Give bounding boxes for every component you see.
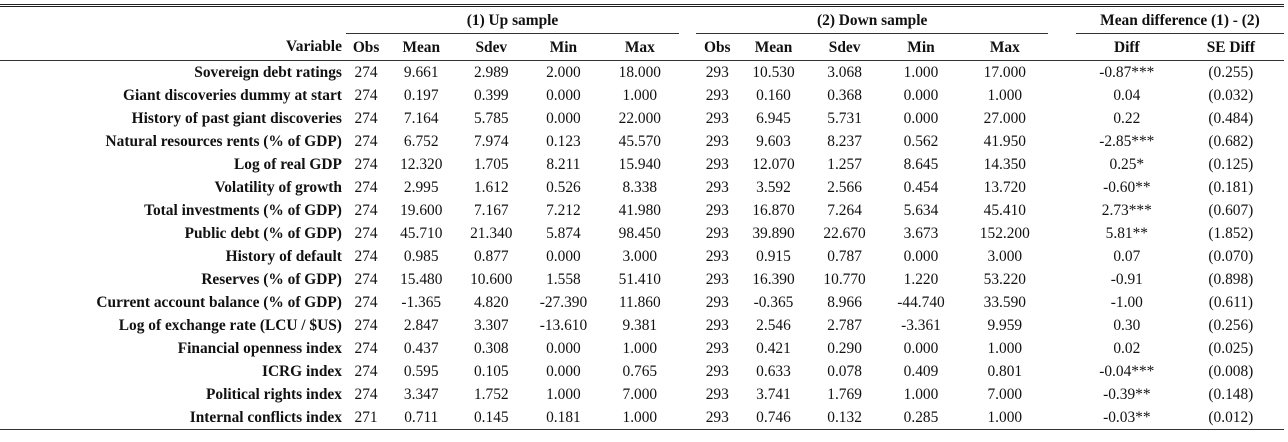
cell-down-obs: 293 [705, 202, 729, 219]
cell-diff: -2.85*** [1099, 133, 1155, 150]
spacer-cell [679, 291, 696, 314]
cell-se-diff: (0.611) [1208, 294, 1254, 311]
cell-down-max: 9.959 [987, 317, 1023, 334]
cell-diff: 0.07 [1113, 248, 1141, 265]
cell-up-sdev: 4.820 [473, 294, 509, 311]
cell-down-sdev: 7.264 [827, 202, 862, 219]
cell-down-max: 17.000 [983, 64, 1026, 81]
row-variable-label: Volatility of growth [214, 179, 342, 196]
cell-up-sdev: 1.752 [473, 386, 509, 403]
column-header-row [0, 34, 1284, 61]
table-body [0, 61, 1284, 430]
spacer-cell [679, 153, 696, 176]
cell-down-obs: 293 [705, 225, 729, 242]
col-down-obs: Obs [696, 34, 738, 61]
cell-up-sdev: 0.105 [473, 363, 509, 380]
spacer-cell [1048, 222, 1076, 245]
row-variable-label: ICRG index [261, 363, 342, 380]
cell-up-max: 45.570 [618, 133, 661, 150]
cell-up-mean: 7.164 [403, 110, 439, 127]
group-mean-difference: Mean difference (1) - (2) [1076, 7, 1284, 34]
cell-down-min: 0.000 [903, 248, 939, 265]
cell-down-mean: 16.870 [752, 202, 795, 219]
summary-statistics-table [0, 4, 1284, 430]
cell-down-sdev: 10.770 [823, 271, 866, 288]
cell-down-sdev: 0.132 [809, 406, 881, 430]
cell-up-sdev: 1.612 [473, 179, 509, 196]
cell-up-min: 2.000 [546, 64, 581, 81]
spacer-cell [679, 130, 696, 153]
spacer-cell [1048, 406, 1076, 430]
cell-down-sdev: 1.769 [827, 386, 862, 403]
cell-up-mean: 3.347 [403, 386, 439, 403]
cell-down-min: 0.562 [903, 133, 939, 150]
cell-down-sdev: 3.068 [827, 64, 862, 81]
spacer-cell [1048, 268, 1076, 291]
row-variable-label: Political rights index [205, 386, 342, 403]
cell-se-diff: (0.070) [1208, 248, 1254, 265]
cell-diff: 0.02 [1113, 340, 1141, 357]
cell-down-max: 41.950 [983, 133, 1026, 150]
cell-se-diff: (0.256) [1208, 317, 1254, 334]
cell-down-mean: 39.890 [752, 225, 795, 242]
cell-down-sdev: 2.787 [827, 317, 862, 334]
col-se-diff: SE Diff [1178, 34, 1284, 61]
cell-up-max: 3.000 [622, 248, 658, 265]
spacer-cell [679, 314, 696, 337]
cell-up-obs: 274 [354, 363, 378, 380]
cell-up-min: -13.610 [539, 317, 588, 334]
cell-up-obs: 274 [354, 294, 378, 311]
cell-down-min: 8.645 [903, 156, 939, 173]
row-variable-label: History of default [225, 248, 342, 265]
cell-up-obs: 274 [354, 179, 378, 196]
cell-down-min: 0.409 [903, 363, 939, 380]
cell-up-mean: 2.995 [403, 179, 439, 196]
cell-down-sdev: 1.257 [827, 156, 862, 173]
cell-down-obs: 293 [705, 110, 729, 127]
cell-up-min: 0.000 [546, 87, 581, 104]
cell-up-min: 0.000 [546, 248, 581, 265]
cell-up-mean: 0.595 [403, 363, 439, 380]
cell-down-obs: 293 [705, 294, 729, 311]
col-down-mean: Mean [738, 34, 808, 61]
cell-down-max: 3.000 [987, 248, 1023, 265]
cell-down-max: 1.000 [987, 87, 1023, 104]
cell-down-mean: 0.421 [756, 340, 791, 357]
row-variable-label: Current account balance (% of GDP) [96, 294, 342, 311]
cell-down-obs: 293 [705, 248, 729, 265]
cell-diff: 0.25* [1109, 156, 1145, 173]
cell-up-max: 98.450 [618, 225, 661, 242]
cell-up-sdev: 0.399 [473, 87, 509, 104]
row-variable-label: Financial openness index [177, 340, 342, 357]
cell-up-obs: 274 [354, 317, 378, 334]
cell-up-obs: 274 [354, 248, 378, 265]
spacer-cell [679, 84, 696, 107]
cell-up-max: 41.980 [618, 202, 661, 219]
cell-down-sdev: 22.670 [823, 225, 866, 242]
cell-se-diff: (0.025) [1208, 340, 1254, 357]
cell-down-max: 1.000 [961, 406, 1048, 430]
spacer-cell [1048, 314, 1076, 337]
cell-up-mean: 0.197 [403, 87, 439, 104]
col-up-sdev: Sdev [456, 34, 526, 61]
cell-down-mean: -0.365 [753, 294, 794, 311]
table-row [0, 176, 1284, 199]
cell-down-mean: 6.945 [756, 110, 791, 127]
cell-up-obs: 274 [354, 271, 378, 288]
row-variable-label: History of past giant discoveries [131, 110, 342, 127]
cell-up-max: 1.000 [622, 87, 658, 104]
table-row [0, 245, 1284, 268]
cell-down-obs: 293 [705, 386, 729, 403]
cell-diff: 0.30 [1113, 317, 1141, 334]
cell-se-diff: (0.148) [1208, 386, 1254, 403]
cell-down-max: 152.200 [979, 225, 1030, 242]
cell-down-max: 7.000 [987, 386, 1023, 403]
cell-se-diff: (1.852) [1208, 225, 1254, 242]
col-down-sdev: Sdev [809, 34, 881, 61]
table-row [0, 222, 1284, 245]
cell-down-min: 0.000 [903, 340, 939, 357]
cell-up-obs: 271 [346, 406, 386, 430]
cell-diff: 2.73*** [1101, 202, 1152, 219]
cell-diff: -0.03** [1076, 406, 1178, 430]
col-up-obs: Obs [346, 34, 386, 61]
cell-down-obs: 293 [705, 271, 729, 288]
cell-up-sdev: 7.167 [473, 202, 509, 219]
cell-up-obs: 274 [354, 340, 378, 357]
cell-down-sdev: 8.966 [827, 294, 862, 311]
table-row [0, 84, 1284, 107]
cell-diff: -0.60** [1103, 179, 1151, 196]
cell-up-max: 51.410 [618, 271, 661, 288]
cell-up-mean: 45.710 [400, 225, 443, 242]
cell-up-min: 1.558 [546, 271, 581, 288]
cell-up-min: 1.000 [546, 386, 581, 403]
cell-up-max: 9.381 [622, 317, 658, 334]
col-down-min: Min [881, 34, 962, 61]
cell-down-min: 1.000 [903, 386, 939, 403]
cell-diff: 0.22 [1113, 110, 1141, 127]
spacer-cell [679, 383, 696, 406]
cell-down-obs: 293 [705, 340, 729, 357]
cell-up-obs: 274 [354, 225, 378, 242]
row-variable-label: Internal conflicts index [0, 406, 346, 430]
cell-down-min: 0.000 [903, 110, 939, 127]
col-variable: Variable [0, 34, 346, 61]
cell-down-min: 5.634 [903, 202, 939, 219]
cell-diff: -1.00 [1110, 294, 1143, 311]
spacer-cell [679, 360, 696, 383]
table-row [0, 153, 1284, 176]
cell-down-max: 0.801 [987, 363, 1023, 380]
col-down-max: Max [961, 34, 1048, 61]
cell-diff: 5.81** [1105, 225, 1148, 242]
cell-diff: -0.87*** [1099, 64, 1155, 81]
group-up-sample: (1) Up sample [346, 7, 679, 34]
cell-up-mean: 0.437 [403, 340, 439, 357]
cell-up-obs: 274 [354, 202, 378, 219]
spacer-cell [679, 406, 696, 430]
group-down-sample: (2) Down sample [696, 7, 1048, 34]
cell-down-mean: 0.160 [756, 87, 791, 104]
cell-down-mean: 16.390 [752, 271, 795, 288]
spacer-cell [679, 268, 696, 291]
cell-down-max: 53.220 [983, 271, 1026, 288]
cell-up-max: 11.860 [618, 294, 661, 311]
cell-up-max: 22.000 [618, 110, 661, 127]
cell-up-min: 0.000 [546, 340, 581, 357]
spacer-cell [679, 245, 696, 268]
cell-up-sdev: 1.705 [473, 156, 509, 173]
cell-se-diff: (0.012) [1178, 406, 1284, 430]
cell-up-obs: 274 [354, 64, 378, 81]
cell-down-obs: 293 [705, 363, 729, 380]
row-variable-label: Total investments (% of GDP) [144, 202, 342, 219]
cell-down-sdev: 0.078 [827, 363, 862, 380]
cell-down-sdev: 0.787 [827, 248, 862, 265]
table-row [0, 406, 1284, 430]
cell-down-sdev: 0.290 [827, 340, 862, 357]
row-variable-label: Reserves (% of GDP) [201, 271, 342, 288]
spacer-cell [679, 107, 696, 130]
cell-up-min: 0.000 [546, 110, 581, 127]
cell-up-max: 8.338 [622, 179, 658, 196]
cell-down-max: 13.720 [983, 179, 1026, 196]
cell-down-min: -44.740 [897, 294, 945, 311]
row-variable-label: Sovereign debt ratings [194, 64, 342, 81]
cell-up-max: 7.000 [622, 386, 658, 403]
cell-up-sdev: 0.877 [473, 248, 509, 265]
cell-up-max: 1.000 [601, 406, 680, 430]
cell-se-diff: (0.255) [1208, 64, 1254, 81]
group-header-row [0, 7, 1284, 34]
row-variable-label: Giant discoveries dummy at start [123, 87, 342, 104]
col-up-min: Min [526, 34, 600, 61]
cell-down-sdev: 2.566 [827, 179, 862, 196]
cell-se-diff: (0.032) [1208, 87, 1254, 104]
cell-up-min: 7.212 [546, 202, 581, 219]
cell-down-min: 1.220 [903, 271, 939, 288]
cell-up-sdev: 0.308 [473, 340, 509, 357]
cell-down-sdev: 0.368 [827, 87, 862, 104]
spacer-cell [1048, 337, 1076, 360]
cell-se-diff: (0.008) [1208, 363, 1254, 380]
row-variable-label: Log of real GDP [234, 156, 342, 173]
col-up-mean: Mean [386, 34, 456, 61]
table-row [0, 61, 1284, 85]
cell-down-mean: 9.603 [756, 133, 791, 150]
spacer-cell [1048, 84, 1076, 107]
cell-down-min: 0.000 [903, 87, 939, 104]
table-row [0, 268, 1284, 291]
spacer-cell [1048, 245, 1076, 268]
cell-se-diff: (0.181) [1208, 179, 1254, 196]
cell-down-obs: 293 [705, 156, 729, 173]
table-row [0, 130, 1284, 153]
table-row [0, 314, 1284, 337]
spacer-cell [1048, 360, 1076, 383]
cell-up-max: 1.000 [622, 340, 658, 357]
cell-down-min: 1.000 [903, 64, 939, 81]
cell-down-obs: 293 [705, 317, 729, 334]
cell-up-max: 0.765 [622, 363, 658, 380]
cell-down-max: 14.350 [983, 156, 1026, 173]
cell-up-min: 0.181 [526, 406, 600, 430]
cell-down-sdev: 8.237 [827, 133, 862, 150]
cell-up-min: 0.526 [546, 179, 581, 196]
cell-down-obs: 293 [705, 179, 729, 196]
cell-down-mean: 3.741 [756, 386, 791, 403]
cell-up-mean: 12.320 [400, 156, 443, 173]
spacer-cell [679, 176, 696, 199]
cell-diff: 0.04 [1113, 87, 1141, 104]
cell-up-max: 15.940 [618, 156, 661, 173]
spacer-cell [1048, 291, 1076, 314]
cell-up-obs: 274 [354, 156, 378, 173]
cell-down-min: -3.361 [901, 317, 941, 334]
cell-up-sdev: 0.145 [456, 406, 526, 430]
cell-up-min: 8.211 [546, 156, 581, 173]
cell-up-mean: 6.752 [403, 133, 439, 150]
cell-up-sdev: 7.974 [473, 133, 509, 150]
cell-up-mean: 0.711 [386, 406, 456, 430]
spacer-cell [1048, 130, 1076, 153]
cell-up-obs: 274 [354, 87, 378, 104]
cell-up-mean: 2.847 [403, 317, 439, 334]
cell-down-max: 27.000 [983, 110, 1026, 127]
spacer-cell [1048, 199, 1076, 222]
spacer-cell [679, 199, 696, 222]
cell-down-min: 0.454 [903, 179, 939, 196]
spacer-cell [1048, 176, 1076, 199]
cell-up-sdev: 10.600 [470, 271, 513, 288]
row-variable-label: Natural resources rents (% of GDP) [105, 133, 342, 150]
cell-down-obs: 293 [705, 87, 729, 104]
cell-up-mean: 0.985 [403, 248, 439, 265]
spacer-cell [679, 222, 696, 245]
cell-down-sdev: 5.731 [827, 110, 862, 127]
spacer-cell [679, 337, 696, 360]
cell-up-min: 0.123 [546, 133, 581, 150]
cell-up-obs: 274 [354, 133, 378, 150]
cell-down-mean: 2.546 [756, 317, 791, 334]
cell-se-diff: (0.607) [1208, 202, 1254, 219]
cell-down-mean: 10.530 [752, 64, 795, 81]
cell-up-mean: 19.600 [400, 202, 443, 219]
cell-up-sdev: 2.989 [473, 64, 509, 81]
cell-down-obs: 293 [705, 64, 729, 81]
cell-down-mean: 3.592 [756, 179, 791, 196]
table-row [0, 291, 1284, 314]
cell-down-max: 33.590 [983, 294, 1026, 311]
cell-up-sdev: 3.307 [473, 317, 509, 334]
cell-down-obs: 293 [705, 133, 729, 150]
cell-se-diff: (0.484) [1208, 110, 1254, 127]
cell-down-max: 45.410 [983, 202, 1026, 219]
cell-down-min: 3.673 [903, 225, 939, 242]
table-row [0, 337, 1284, 360]
cell-up-mean: 9.661 [403, 64, 439, 81]
spacer-cell [1048, 383, 1076, 406]
table-row [0, 199, 1284, 222]
cell-se-diff: (0.125) [1208, 156, 1254, 173]
cell-se-diff: (0.682) [1208, 133, 1254, 150]
table-row [0, 107, 1284, 130]
cell-down-mean: 12.070 [752, 156, 795, 173]
cell-up-mean: -1.365 [401, 294, 442, 311]
cell-up-obs: 274 [354, 110, 378, 127]
cell-down-mean: 0.746 [738, 406, 808, 430]
cell-down-mean: 0.915 [756, 248, 791, 265]
cell-up-min: 0.000 [546, 363, 581, 380]
cell-up-sdev: 21.340 [470, 225, 513, 242]
cell-down-max: 1.000 [987, 340, 1023, 357]
col-diff: Diff [1076, 34, 1178, 61]
spacer-cell [1048, 107, 1076, 130]
cell-up-mean: 15.480 [400, 271, 443, 288]
cell-up-max: 18.000 [618, 64, 661, 81]
spacer-cell [1048, 61, 1076, 85]
spacer-cell [1048, 153, 1076, 176]
cell-diff: -0.91 [1110, 271, 1143, 288]
table-row [0, 383, 1284, 406]
cell-down-min: 0.285 [881, 406, 962, 430]
table-row [0, 360, 1284, 383]
cell-diff: -0.39** [1103, 386, 1151, 403]
cell-down-mean: 0.633 [756, 363, 791, 380]
cell-up-sdev: 5.785 [473, 110, 509, 127]
cell-se-diff: (0.898) [1208, 271, 1254, 288]
col-up-max: Max [601, 34, 680, 61]
row-variable-label: Log of exchange rate (LCU / $US) [118, 317, 342, 334]
row-variable-label: Public debt (% of GDP) [184, 225, 342, 242]
cell-diff: -0.04*** [1099, 363, 1155, 380]
cell-up-min: 5.874 [546, 225, 581, 242]
spacer-cell [679, 61, 696, 85]
cell-up-min: -27.390 [539, 294, 588, 311]
cell-down-obs: 293 [696, 406, 738, 430]
cell-up-obs: 274 [354, 386, 378, 403]
